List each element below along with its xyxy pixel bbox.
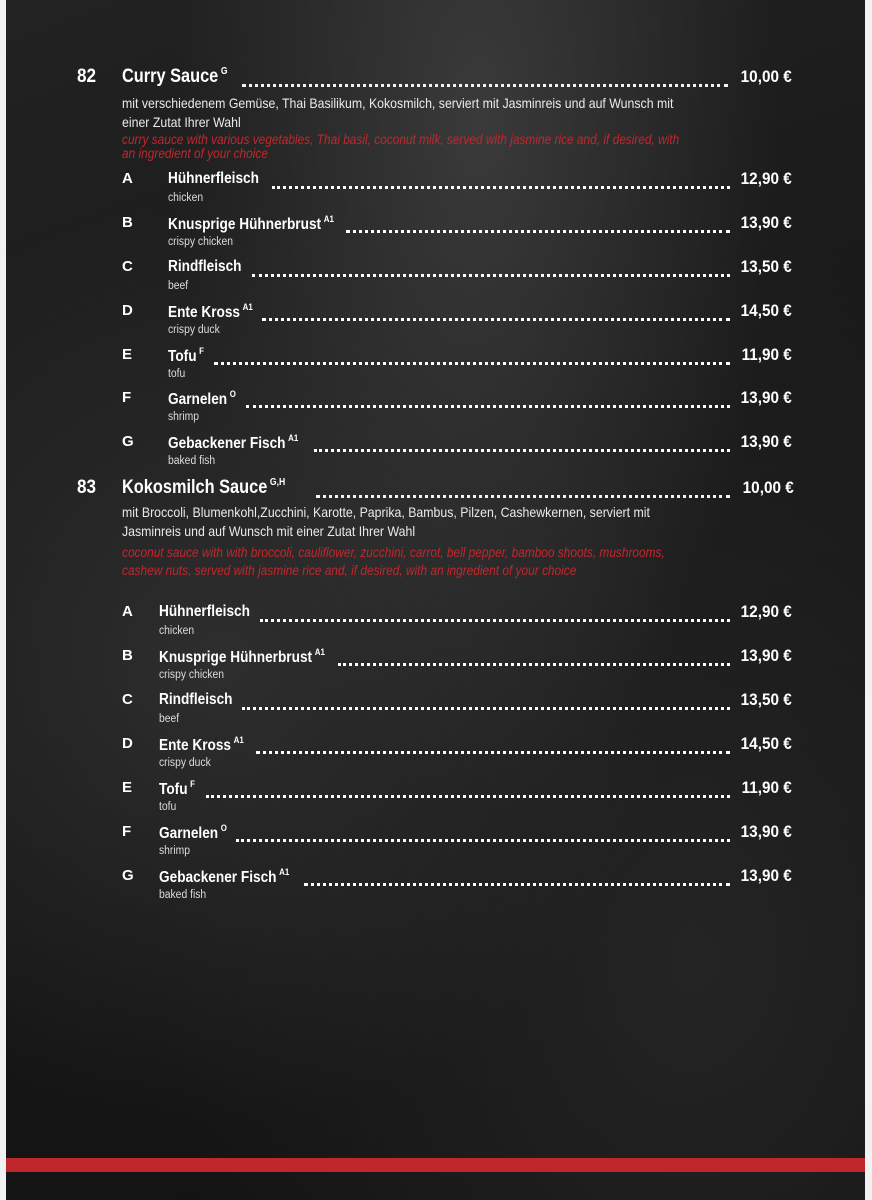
leader-dots (214, 351, 730, 365)
option-f (6, 389, 865, 433)
description-german: mit Broccoli, Blumenkohl,Zucchini, Karotte, Paprika, Bambus, Pilzen, Cashewkernen, serviert mit Jasminreis und auf Wunsch mit einer Zutat Ihrer Wahl (122, 504, 650, 539)
option-price: 13,90 € (740, 432, 792, 451)
option-letter: E (122, 779, 133, 796)
option-name-text: Gebackener Fisch (159, 869, 277, 886)
option-english: chicken (168, 192, 204, 204)
option-letter: D (122, 735, 133, 752)
option-b (6, 647, 865, 691)
option-g (6, 433, 865, 477)
option-c (6, 691, 865, 735)
option-name-text: Rindfleisch (159, 691, 233, 708)
option-allergens: O (220, 823, 227, 833)
option-price: 13,50 € (740, 257, 792, 276)
option-e (6, 779, 865, 823)
leader-dots (252, 263, 730, 277)
option-price: 14,50 € (740, 301, 792, 320)
leader-dots (236, 828, 730, 842)
leader-dots (346, 219, 730, 233)
option-english: baked fish (168, 455, 216, 467)
option-english: beef (168, 280, 189, 292)
option-c (6, 258, 865, 302)
leader-dots (304, 872, 730, 886)
footer-red-bar (6, 1158, 865, 1172)
option-allergens: A1 (279, 867, 290, 877)
option-g (6, 867, 865, 911)
option-price: 11,90 € (741, 778, 792, 797)
option-name (159, 779, 195, 799)
option-letter: B (122, 647, 133, 664)
option-english: baked fish (159, 889, 207, 901)
option-e (6, 346, 865, 390)
leader-dots (314, 438, 730, 452)
dish-name: Curry Sauce (122, 66, 219, 87)
description-english: curry sauce with various vegetables, Thai basil, coconut milk, served with jasmine rice and, if desired, with an ingredient of your choice (122, 132, 680, 161)
option-letter: A (122, 603, 133, 620)
option-name (168, 258, 242, 276)
option-price: 13,90 € (740, 822, 792, 841)
option-name (168, 170, 259, 188)
leader-dots (206, 784, 730, 798)
dish-price: 10,00 € (740, 67, 792, 86)
option-name (159, 735, 244, 755)
leader-dots (246, 394, 730, 408)
description-german: mit verschiedenem Gemüse, Thai Basilikum, Kokosmilch, serviert mit Jasminreis und auf Wunsch mit einer Zutat Ihrer Wahl (122, 95, 674, 130)
option-letter: E (122, 346, 133, 363)
option-allergens: A1 (314, 647, 325, 657)
dish-allergens: G (220, 66, 228, 77)
option-name-text: Rindfleisch (168, 258, 242, 275)
option-price: 12,90 € (740, 169, 792, 188)
option-name (168, 433, 298, 453)
leader-dots (256, 740, 730, 754)
dish-title (122, 477, 285, 499)
option-name-text: Ente Kross (168, 304, 241, 321)
option-price: 12,90 € (740, 602, 792, 621)
option-d (6, 302, 865, 346)
option-name (159, 867, 289, 887)
dish-header (6, 477, 865, 505)
menu-page (6, 0, 865, 1200)
option-name-text: Gebackener Fisch (168, 435, 286, 452)
option-allergens: A1 (323, 214, 334, 224)
dish-price: 10,00 € (742, 478, 794, 497)
leader-dots (242, 72, 728, 87)
dish-number: 82 (77, 66, 97, 87)
option-name-text: Hühnerfleisch (159, 603, 250, 620)
option-price: 13,50 € (740, 690, 792, 709)
dish-title (122, 66, 228, 88)
leader-dots (262, 307, 730, 321)
description-english: coconut sauce with with broccoli, cauliflower, zucchini, carrot, bell pepper, bamboo shoots, mushrooms, cashew nuts, served with jasmine rice and, if desired, with an ingredient of your choice (122, 545, 665, 578)
option-letter: D (122, 302, 133, 319)
option-english: tofu (159, 801, 177, 813)
option-name-text: Garnelen (168, 391, 228, 408)
option-english: shrimp (159, 845, 191, 857)
option-allergens: O (229, 389, 236, 399)
leader-dots (272, 175, 730, 189)
option-d (6, 735, 865, 779)
option-letter: F (122, 389, 132, 406)
option-name-text: Garnelen (159, 825, 219, 842)
option-english: crispy chicken (168, 236, 233, 248)
leader-dots (242, 696, 730, 710)
option-name-text: Tofu (168, 348, 197, 365)
option-a (6, 170, 865, 214)
option-name (168, 302, 253, 322)
option-allergens: F (199, 346, 205, 356)
option-english: crispy duck (159, 757, 211, 769)
option-letter: B (122, 214, 133, 231)
option-b (6, 214, 865, 258)
option-name (159, 691, 233, 709)
option-letter: C (122, 258, 133, 275)
option-letter: C (122, 691, 133, 708)
option-english: chicken (159, 625, 195, 637)
option-price: 11,90 € (741, 345, 792, 364)
option-name (168, 389, 236, 409)
option-english: tofu (168, 368, 186, 380)
option-price: 13,90 € (740, 213, 792, 232)
leader-dots (260, 608, 730, 622)
option-name-text: Knusprige Hühnerbrust (168, 216, 322, 233)
option-letter: G (122, 433, 134, 450)
option-letter: A (122, 170, 133, 187)
option-price: 14,50 € (740, 734, 792, 753)
option-letter: F (122, 823, 132, 840)
option-name (159, 603, 250, 621)
option-a (6, 603, 865, 647)
option-name-text: Hühnerfleisch (168, 170, 259, 187)
option-name (159, 823, 227, 843)
option-name-text: Tofu (159, 781, 188, 798)
option-allergens: A1 (242, 302, 253, 312)
option-allergens: F (190, 779, 196, 789)
option-name-text: Ente Kross (159, 737, 232, 754)
option-name (159, 647, 325, 667)
option-price: 13,90 € (740, 646, 792, 665)
option-allergens: A1 (233, 735, 244, 745)
leader-dots (316, 483, 730, 498)
option-letter: G (122, 867, 134, 884)
leader-dots (338, 652, 730, 666)
dish-name: Kokosmilch Sauce (122, 477, 268, 498)
option-name-text: Knusprige Hühnerbrust (159, 649, 313, 666)
option-english: crispy chicken (159, 669, 224, 681)
dish-number: 83 (77, 477, 97, 498)
option-name (168, 214, 334, 234)
dish-allergens: G,H (269, 477, 286, 488)
option-price: 13,90 € (740, 866, 792, 885)
option-english: shrimp (168, 411, 200, 423)
option-name (168, 346, 204, 366)
option-f (6, 823, 865, 867)
option-english: beef (159, 713, 180, 725)
dish-header (6, 66, 865, 94)
option-price: 13,90 € (740, 388, 792, 407)
option-allergens: A1 (288, 433, 299, 443)
option-english: crispy duck (168, 324, 220, 336)
